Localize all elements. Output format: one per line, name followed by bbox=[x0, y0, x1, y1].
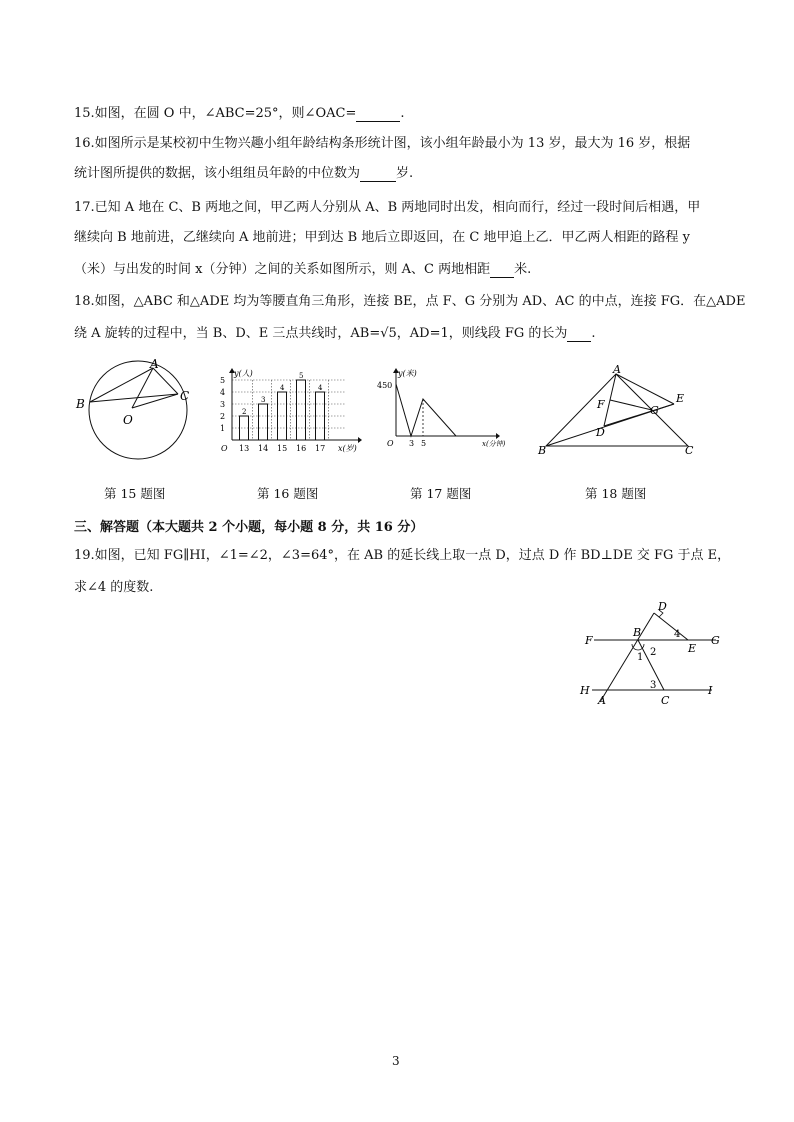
bar-label-13: 2 bbox=[242, 408, 247, 416]
caption-figure-18: 第 18 题图 bbox=[585, 486, 647, 501]
q15-text: 15.如图，在圆 O 中，∠ABC=25°，则∠OAC= bbox=[74, 106, 357, 121]
label-o: O bbox=[123, 413, 133, 427]
label-c: C bbox=[685, 444, 694, 457]
q16-text: 统计图所提供的数据，该小组组员年龄的中位数为 bbox=[74, 166, 361, 181]
question-15 bbox=[74, 106, 404, 122]
segment-fg bbox=[610, 400, 652, 410]
origin-label: O bbox=[387, 439, 394, 448]
triangle-abc bbox=[546, 374, 688, 446]
question-19-line-1: 19.如图，已知 FG∥HI，∠1=∠2，∠3=64°，在 AB 的延长线上取一点 D，过点 D 作 BD⊥DE 交 FG 于点 E， bbox=[74, 548, 731, 563]
y-value-label: 450 bbox=[377, 381, 393, 390]
line-ad bbox=[600, 613, 657, 702]
question-18-line-2 bbox=[74, 326, 596, 342]
label-g: G bbox=[711, 634, 720, 647]
question-17-line-1: 17.已知 A 地在 C、B 两地之间，甲乙两人分别从 A、B 两地同时出发，相向而行，经过一段时间后相遇，甲 bbox=[74, 200, 701, 215]
question-16-line-1: 16.如图所示是某校初中生物兴趣小组年龄结构条形统计图，该小组年龄最小为 13 岁，最大为 16 岁，根据 bbox=[74, 136, 691, 151]
y-tick-2: 2 bbox=[220, 412, 226, 421]
x-tick-17: 17 bbox=[315, 444, 326, 453]
q17-text: （米）与出发的时间 x（分钟）之间的关系如图所示，则 A、C 两地相距 bbox=[74, 262, 491, 277]
label-d: D bbox=[658, 600, 667, 613]
angle-4-label: 4 bbox=[674, 629, 681, 640]
y-tick-3: 3 bbox=[220, 400, 226, 409]
q15-end: . bbox=[400, 106, 405, 121]
y-axis-label: y(米) bbox=[398, 369, 417, 378]
x-tick-14: 14 bbox=[258, 444, 269, 453]
segment-ae bbox=[616, 374, 674, 404]
caption-figure-17: 第 17 题图 bbox=[410, 486, 472, 501]
label-c: C bbox=[661, 694, 670, 707]
y-tick-1: 1 bbox=[220, 424, 226, 433]
distance-line bbox=[396, 384, 456, 436]
chart-gridlines bbox=[232, 380, 346, 440]
label-i: I bbox=[708, 684, 713, 697]
x-axis-arrow bbox=[358, 437, 362, 443]
q16-end: 岁. bbox=[396, 166, 414, 181]
label-g: G bbox=[650, 404, 659, 417]
x-axis-label: x(分钟) bbox=[482, 440, 506, 448]
y-tick-4: 4 bbox=[220, 388, 226, 397]
question-18-line-1: 18.如图，△ABC 和△ADE 均为等腰直角三角形，连接 BE，点 F、G 分别为 AD、AC 的中点，连接 FG．在△ADE bbox=[74, 294, 746, 309]
label-a: A bbox=[598, 694, 606, 707]
bar-label-17: 4 bbox=[318, 384, 323, 392]
label-h: H bbox=[580, 684, 590, 697]
label-f: F bbox=[585, 634, 593, 647]
figure-19-parallel-lines bbox=[576, 600, 726, 708]
bar-14 bbox=[259, 404, 268, 440]
q18-answer-blank[interactable] bbox=[567, 328, 591, 342]
y-tick-5: 5 bbox=[220, 376, 226, 385]
bar-15 bbox=[278, 392, 287, 440]
x-axis-arrow bbox=[496, 433, 500, 439]
q15-answer-blank[interactable] bbox=[356, 108, 400, 122]
x-tick-5: 5 bbox=[421, 439, 427, 448]
label-b: B bbox=[538, 444, 547, 457]
bar-16 bbox=[297, 380, 306, 440]
question-19-line-2: 求∠4 的度数. bbox=[74, 580, 154, 595]
figure-15-circle bbox=[76, 357, 194, 464]
figure-18-triangles bbox=[536, 363, 706, 460]
question-17-line-2: 继续向 B 地前进，乙继续向 A 地前进；甲到达 B 地后立即返回，在 C 地甲追上乙．甲乙两人相距的路程 y bbox=[74, 230, 690, 245]
label-f: F bbox=[597, 398, 605, 411]
question-17-line-3 bbox=[74, 262, 531, 278]
label-a: A bbox=[150, 357, 159, 371]
y-axis-label: y(人) bbox=[234, 369, 253, 378]
x-axis-label: x(岁) bbox=[338, 444, 357, 453]
section-3-heading: 三、解答题（本大题共 2 个小题，每小题 8 分，共 16 分） bbox=[74, 520, 424, 535]
q18-end: . bbox=[591, 326, 596, 341]
caption-figure-15: 第 15 题图 bbox=[104, 486, 166, 501]
angle-1-label: 1 bbox=[637, 652, 644, 663]
question-16-line-2 bbox=[74, 166, 413, 182]
label-b: B bbox=[76, 397, 85, 411]
label-a: A bbox=[613, 363, 621, 376]
bar-label-16: 5 bbox=[299, 372, 304, 380]
x-tick-13: 13 bbox=[239, 444, 250, 453]
caption-figure-16: 第 16 题图 bbox=[257, 486, 319, 501]
label-e: E bbox=[676, 392, 685, 405]
x-tick-15: 15 bbox=[277, 444, 288, 453]
q18-text: 绕 A 旋转的过程中，当 B、D、E 三点共线时，AB=√5，AD=1，则线段 FG 的长为 bbox=[74, 326, 568, 341]
x-tick-3: 3 bbox=[409, 439, 415, 448]
segment-ac bbox=[153, 368, 178, 394]
q17-end: 米. bbox=[514, 262, 532, 277]
label-b: B bbox=[633, 626, 642, 639]
bar-label-14: 3 bbox=[261, 396, 266, 404]
figure-17-line-graph bbox=[370, 366, 506, 458]
origin-label: O bbox=[221, 444, 228, 453]
x-tick-16: 16 bbox=[296, 444, 307, 453]
bar-label-15: 4 bbox=[280, 384, 285, 392]
label-d: D bbox=[596, 426, 605, 439]
label-c: C bbox=[180, 389, 190, 403]
page-number: 3 bbox=[392, 1054, 400, 1068]
angle-3-label: 3 bbox=[650, 680, 657, 691]
x-tick-labels bbox=[239, 444, 325, 453]
y-tick-labels bbox=[220, 376, 225, 433]
figure-16-bar-chart bbox=[212, 366, 362, 458]
bars bbox=[240, 372, 325, 440]
q17-answer-blank[interactable] bbox=[490, 264, 514, 278]
angle-2-label: 2 bbox=[650, 647, 657, 658]
q16-answer-blank[interactable] bbox=[360, 168, 396, 182]
label-e: E bbox=[688, 642, 697, 655]
